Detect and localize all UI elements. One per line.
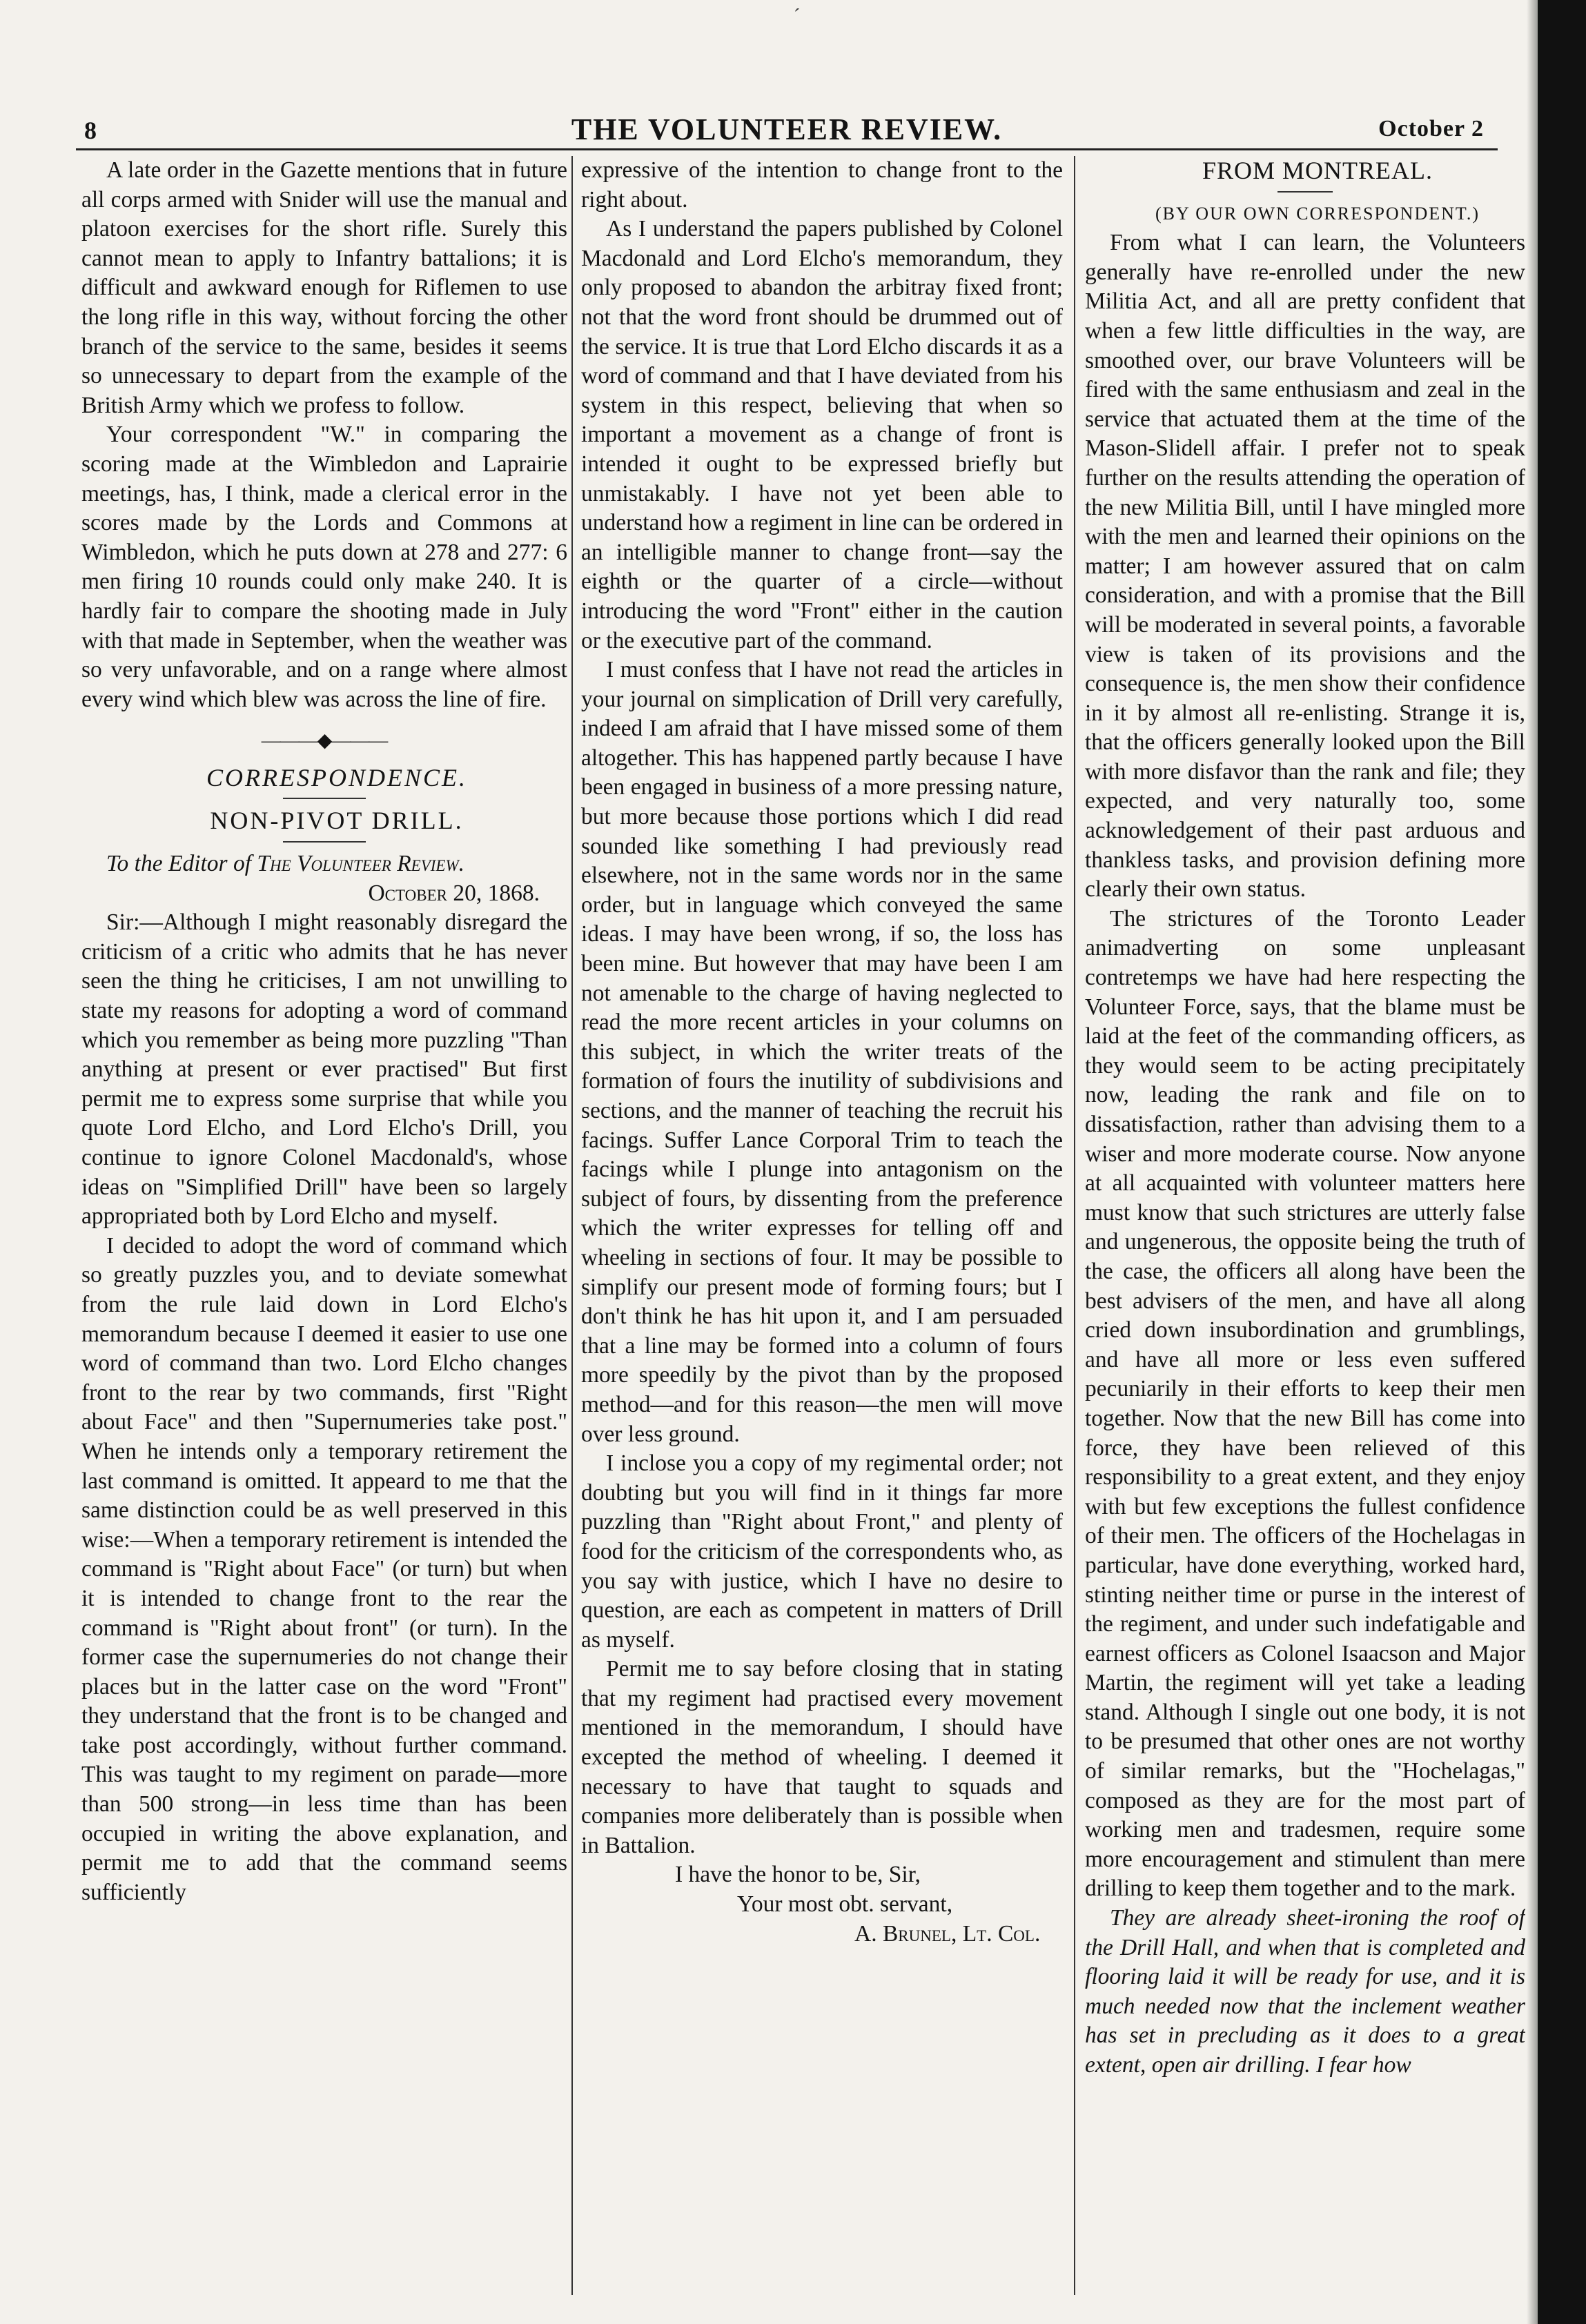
salutation-line [81, 849, 567, 879]
column-1 [81, 156, 567, 2309]
paragraph: As I understand the papers published by Colonel Macdonald and Lord Elcho's memorandum, they only proposed to abandon the arbitray fixed front; not that the word front should be drummed out of the service. It is true that Lord Elcho discards it as a word of command and that I have deviated from his system in this respect, believing that when so important a movement as a change of front is intended it ought to be expressed briefly but unmistakably. I have not yet been able to understand how a regiment in line can be ordered in an intelligible manner to change front—say the eighth or the quarter of a circle—without introducing the word "Front" either in the caution or the executive part of the command. [581, 216, 1063, 653]
byline: (BY OUR OWN CORRESPONDENT.) [1155, 203, 1480, 224]
column-2 [581, 156, 1063, 2309]
section-heading: CORRESPONDENCE. [206, 763, 467, 791]
paragraph: From what I can learn, the Volunteers generally have re-enrolled under the new Militia Act, and all are pretty confident that when a few little difficulties in the way, are smoothed over, our brave Volunteers will be fired with the same enthusiasm and zeal in the service that actuated them at the time of the Mason-Slidell affair. I prefer not to speak further on the results attending the operation of the new Militia Bill, until I have mingled more with the men and learned their opinions on the matter; I am however assured that on calm consideration, and with a promise that the Bill will be moderated in several points, a favorable view is taken of its provisions and the consequence is, the men show their confidence in it by almost all re-enlisting. Strange it is, that the officers generally looked upon the Bill with more disfavor than the rank and file; they expected, and very naturally too, some acknowledgement of their past arduous and thankless tasks, and provision defining more clearly their own status. [1085, 230, 1525, 903]
paragraph: They are already sheet-ironing the roof of the Drill Hall, and when that is completed and flooring laid it will be ready for use, and it is much needed now that the inclement weather has set in precluding as it does to a great extent, open air drilling. I fear how [1085, 1905, 1525, 2078]
paragraph: Permit me to say before closing that in stating that my regiment had practised every movement mentioned in the memorandum, I should have excepted the method of wheeling. I deemed it necessary to have that taught to squads and companies more deliberately than is possible when in Battalion. [581, 1656, 1063, 1858]
closing-line: Your most obt. servant, [737, 1891, 953, 1918]
stray-mark: ˊ [794, 6, 801, 27]
paragraph: I inclose you a copy of my regimental order; not doubting but you will find in it things far more puzzling than "Right about Front," and plenty of food for the criticism of the correspondents who, as you say with justice, which I have no desire to question, are each as competent in matters of Drill as myself. [581, 1450, 1063, 1653]
paragraph: I must confess that I have not read the articles in your journal on simplication of Drill very carefully, indeed I am afraid that I have missed some of them altogether. This has happened partly because I have been engaged in business of a more pressing nature, but more because those portions which I did read sounded like something I had previously read elsewhere, not in the same words nor in the same order, but in language which conveyed the same ideas. I may have been wrong, if so, the loss has been mine. But however that may have been I am not amenable to the charge of having neglected to read the more recent articles in your columns on this subject, in which the writer treats of the formation of fours the inutility of subdivisions and sections, and the manner of teaching the recruit his facings. Suffer Lance Corporal Trim to teach the facings while I plunge into antagonism on the subject of fours, by dissenting from the preference which the writer expresses for telling off and wheeling in sections of four. It may be possible to simplify our present mode of forming fours; but I don't think he has hit upon it, and I am persuaded that a line may be formed into a column of fours more speedily by the pivot than by the proposed method—and for this reason—the men will move over less ground. [581, 657, 1063, 1447]
page-number: 8 [84, 117, 97, 144]
article-title: NON-PIVOT DRILL. [210, 807, 464, 835]
paragraph: A late order in the Gazette mentions that in future all corps armed with Snider will use the manual and platoon exercises for the short rifle. Surely this cannot mean to apply to Infantry battalions; it is difficult and awkward enough for Riflemen to use the long rifle in this way, without forcing the other branch of the service to the same, besides it seems so unnecessary to depart from the example of the British Army which we profess to follow. [81, 157, 567, 418]
paragraph: Your correspondent "W." in comparing the scoring made at the Wimbledon and Laprairie meetings, has, I think, made a clerical error in the scores made by the Lords and Commons at Wimbledon, which he puts down at 278 and 277: 6 men firing 10 rounds could only make 240. It is hardly fair to compare the shooting made in July with that made in September, when the weather was so very unfavorable, and on a range where almost every wind which blew was across the line of fire. [81, 422, 567, 712]
closing-line: I have the honor to be, Sir, [675, 1862, 921, 1888]
letter-date: October 20, 1868. [368, 880, 540, 906]
scan-edge-shadow [1538, 0, 1586, 2324]
column-3 [1085, 156, 1525, 2309]
paragraph: I decided to adopt the word of command which so greatly puzzles you, and to deviate somewhat from the rule laid down in Lord Elcho's memorandum because I deemed it easier to use one word of command than two. Lord Elcho changes front to the rear by two commands, first "Right about Face" and then "Supernumeries take post." When he intends only a temporary retirement the last command is omitted. It appeard to me that the same distinction could be as well preserved in this wise:—When a temporary retirement is intended the command is "Right about Face" (or turn) but when it is intended to change front to the rear the command is "Right about front" (or turn). In the former case the supernumeries do not change their places but in the latter case on the word "Front" they understand that the front is to be changed and take post accordingly, without further command. This was taught to my regiment on parade—more than 500 strong—in less time than has been occupied in writing the above explanation, and permit me to add that the command seems sufficiently [81, 1232, 567, 1905]
signature: A. Brunel, Lt. Col. [854, 1920, 1041, 1947]
masthead-title: THE VOLUNTEER REVIEW. [571, 112, 1003, 146]
short-rule [283, 798, 366, 799]
paragraph: The strictures of the Toronto Leader animadverting on some unpleasant contretemps we have had here respecting the Volunteer Force, says, that the blame must be laid at the feet of the commanding officers, as they would seem to be acting precipitately now, leading the rank and file on to dissatisfaction, rather than advising them to a wiser and more moderate course. Now anyone at all acquainted with volunteer matters here must know that such strictures are utterly false and ungenerous, the opposite being the truth of the case, the officers all along have been the best advisers of the men, and have all along cried down insubordination and grumblings, and have all more or less even suffered pecuniarily in their efforts to keep their men together. Now that the new Bill has come into force, they have been relieved of this responsibility to a great extent, and they enjoy with but few exceptions the fullest confidence of their men. The officers of the Hochelagas in particular, have done everything, worked hard, stinting neither time or purse in the interest of the regiment, and under such indefatigable and earnest officers as Colonel Isaacson and Major Martin, the regiment will yet take a leading stand. Although I single out one body, it is not to be presumed that other ones are not worthy of similar remarks, but the "Hochelagas," composed as they are for the most part of working men and tradesmen, require some more encouragement and stimulent than mere drilling to keep them together and to the mark. [1085, 905, 1525, 1902]
paragraph: Sir:—Although I might reasonably disregard the criticism of a critic who admits that he has never seen the thing he criticises, I am not unwilling to state my reasons for adopting a word of command which you remember as being more puzzling "Than anything at present or ever practised" But first permit me to express some surprise that while you quote Lord Elcho, and Lord Elcho's Drill, you continue to ignore Colonel Macdonald's, whose ideas on "Simplified Drill" have been so largely appropriated both by Lord Elcho and myself. [81, 909, 567, 1230]
header-date: October 2 [1378, 116, 1484, 141]
salutation-prefix: To the Editor of [106, 851, 257, 877]
page-header [76, 0, 1498, 150]
header-rule [76, 148, 1498, 150]
section-ornament: ———◆——— [261, 730, 388, 752]
paragraph: expressive of the intention to change front to the right about. [581, 157, 1063, 213]
article-heading: FROM MONTREAL. [1202, 157, 1433, 184]
column-divider-1 [571, 156, 573, 2295]
column-divider-2 [1074, 156, 1075, 2295]
short-rule [1277, 191, 1333, 193]
paper-name: The Volunteer Review. [257, 851, 465, 877]
short-rule [283, 841, 366, 843]
